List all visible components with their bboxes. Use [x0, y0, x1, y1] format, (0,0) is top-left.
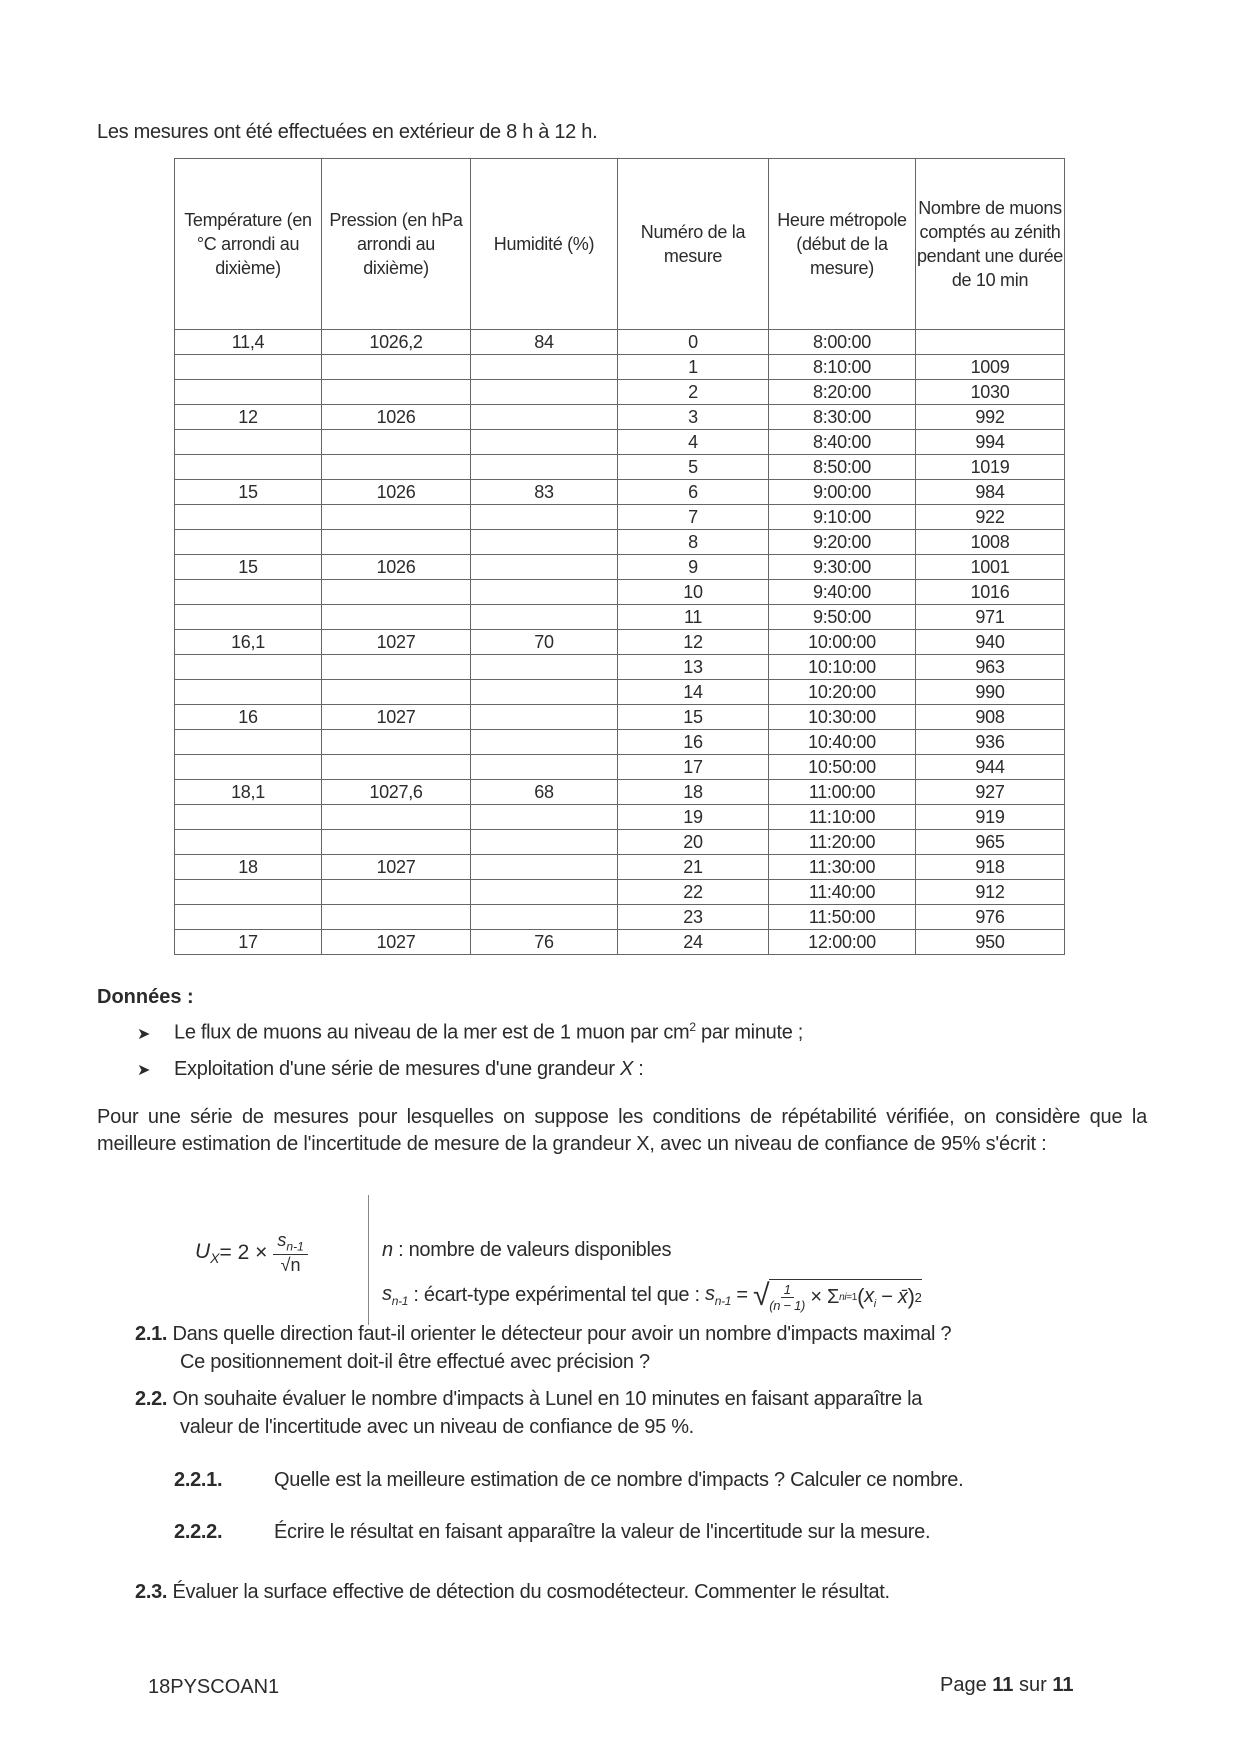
table-cell: [322, 655, 471, 680]
table-cell: [322, 605, 471, 630]
header-measure-number: Numéro de la mesure: [618, 159, 769, 330]
table-cell: [471, 580, 618, 605]
table-cell: 20: [618, 830, 769, 855]
table-cell: 13: [618, 655, 769, 680]
table-cell: [471, 455, 618, 480]
table-cell: 1008: [916, 530, 1065, 555]
table-cell: [175, 605, 322, 630]
table-row: [175, 680, 1065, 705]
table-cell: 12: [175, 405, 322, 430]
table-cell: 15: [175, 555, 322, 580]
table-cell: 11:00:00: [769, 780, 916, 805]
table-cell: [471, 555, 618, 580]
table-cell: 8:20:00: [769, 380, 916, 405]
table-cell: [175, 755, 322, 780]
header-time: Heure métropole (début de la mesure): [769, 159, 916, 330]
table-row: [175, 480, 1065, 505]
table-cell: [471, 730, 618, 755]
table-cell: 1027: [322, 855, 471, 880]
table-cell: 1026: [322, 405, 471, 430]
table-cell: 11:40:00: [769, 880, 916, 905]
table-cell: 994: [916, 430, 1065, 455]
table-cell: [471, 380, 618, 405]
arrow-bullet-icon: ➤: [137, 1062, 151, 1079]
header-pressure: Pression (en hPa arrondi au dixième): [322, 159, 471, 330]
table-cell: 1001: [916, 555, 1065, 580]
table-row: [175, 505, 1065, 530]
table-cell: 11:20:00: [769, 830, 916, 855]
table-cell: 1019: [916, 455, 1065, 480]
arrow-bullet-icon: ➤: [137, 1025, 151, 1043]
table-cell: 1026,2: [322, 330, 471, 355]
measurements-table: [174, 158, 1065, 955]
table-cell: 922: [916, 505, 1065, 530]
table-cell: 11:30:00: [769, 855, 916, 880]
table-cell: 4: [618, 430, 769, 455]
bullet-text: Le flux de muons au niveau de la mer est de 1 muon par $cm^2$ par minute ;: [174, 1020, 804, 1044]
table-cell: 17: [175, 930, 322, 955]
table-cell: 971: [916, 605, 1065, 630]
table-cell: [175, 505, 322, 530]
table-cell: [322, 580, 471, 605]
table-cell: 16: [618, 730, 769, 755]
table-cell: [175, 355, 322, 380]
table-cell: [322, 905, 471, 930]
table-cell: [471, 855, 618, 880]
table-cell: [471, 655, 618, 680]
table-row: [175, 755, 1065, 780]
table-cell: 1027: [322, 630, 471, 655]
table-cell: 940: [916, 630, 1065, 655]
question-2-2-2: 2.2.2. Écrire le résultat en faisant apparaître la valeur de l'incertitude sur la mesure.: [174, 1521, 931, 1543]
donnees-heading: Données :: [97, 986, 194, 1008]
table-cell: 68: [471, 780, 618, 805]
table-cell: 990: [916, 680, 1065, 705]
table-cell: 1016: [916, 580, 1065, 605]
table-cell: 918: [916, 855, 1065, 880]
table-cell: [175, 430, 322, 455]
table-cell: 0: [618, 330, 769, 355]
table-cell: [322, 355, 471, 380]
table-row: [175, 330, 1065, 355]
table-cell: 1027: [322, 705, 471, 730]
uncertainty-paragraph: Pour une série de mesures pour lesquelles on suppose les conditions de répétabilité vérifiée, on considère que la meilleure estimation de l'incertitude de mesure de la grandeur X, avec un niveau de confiance de 95% s'écrit :: [97, 1106, 1147, 1155]
table-cell: [471, 905, 618, 930]
formula-divider: [368, 1195, 369, 1325]
table-cell: 76: [471, 930, 618, 955]
table-cell: 83: [471, 480, 618, 505]
table-cell: 919: [916, 805, 1065, 830]
table-cell: 18,1: [175, 780, 322, 805]
table-cell: 16,1: [175, 630, 322, 655]
table-cell: 22: [618, 880, 769, 905]
table-cell: 9:10:00: [769, 505, 916, 530]
table-cell: 10:30:00: [769, 705, 916, 730]
table-cell: 18: [618, 780, 769, 805]
table-cell: 10:50:00: [769, 755, 916, 780]
table-cell: [471, 505, 618, 530]
table-cell: 11:50:00: [769, 905, 916, 930]
table-cell: [175, 380, 322, 405]
table-cell: [175, 580, 322, 605]
table-cell: 6: [618, 480, 769, 505]
table-cell: 965: [916, 830, 1065, 855]
uncertainty-formula: $U_X$ = 2 × $\frac{s_{n-1}}{√n}$: [195, 1230, 308, 1276]
table-cell: 24: [618, 930, 769, 955]
table-row: [175, 580, 1065, 605]
table-row: [175, 405, 1065, 430]
table-cell: [322, 680, 471, 705]
question-2-3: 2.3. Évaluer la surface effective de détection du cosmodétecteur. Commenter le résultat.: [135, 1581, 890, 1603]
table-row: [175, 805, 1065, 830]
table-cell: 23: [618, 905, 769, 930]
question-2-2-1: 2.2.1. Quelle est la meilleure estimation de ce nombre d'impacts ? Calculer ce nombre.: [174, 1469, 964, 1491]
donnees-list: [137, 1020, 803, 1096]
table-cell: 9:50:00: [769, 605, 916, 630]
table-row: [175, 455, 1065, 480]
table-cell: 70: [471, 630, 618, 655]
table-cell: 1026: [322, 555, 471, 580]
table-cell: 908: [916, 705, 1065, 730]
table-cell: [471, 705, 618, 730]
page-number: Page 11 sur 11: [940, 1674, 1074, 1696]
table-cell: [471, 880, 618, 905]
table-row: [175, 730, 1065, 755]
table-cell: 15: [175, 480, 322, 505]
table-row: [175, 630, 1065, 655]
table-cell: [175, 455, 322, 480]
header-muon-count: Nombre de muons comptés au zénith pendant une durée de 10 min: [916, 159, 1065, 330]
table-cell: 1: [618, 355, 769, 380]
table-cell: 1027: [322, 930, 471, 955]
table-cell: 5: [618, 455, 769, 480]
intro-text: Les mesures ont été effectuées en extérieur de 8 h à 12 h.: [97, 121, 598, 143]
table-cell: 10:00:00: [769, 630, 916, 655]
table-cell: [175, 830, 322, 855]
table-cell: 8:10:00: [769, 355, 916, 380]
table-row: [175, 705, 1065, 730]
document-code: 18PYSCOAN1: [148, 1676, 280, 1698]
table-cell: [175, 805, 322, 830]
table-cell: 927: [916, 780, 1065, 805]
table-cell: 12: [618, 630, 769, 655]
fraction: $\frac{s_{n-1}}{√n}$: [273, 1230, 307, 1276]
table-cell: 11,4: [175, 330, 322, 355]
table-cell: 12:00:00: [769, 930, 916, 955]
table-cell: [322, 880, 471, 905]
bullet-text: Exploitation d'une série de mesures d'une grandeur X :: [174, 1058, 644, 1080]
table-cell: 1027,6: [322, 780, 471, 805]
table-cell: [175, 730, 322, 755]
table-cell: [471, 605, 618, 630]
table-cell: 18: [175, 855, 322, 880]
table-cell: 976: [916, 905, 1065, 930]
list-item: [137, 1058, 803, 1096]
table-cell: 9: [618, 555, 769, 580]
table-cell: [471, 530, 618, 555]
table-cell: [322, 505, 471, 530]
table-cell: [322, 805, 471, 830]
table-cell: 8:50:00: [769, 455, 916, 480]
table-cell: [175, 655, 322, 680]
definition-s: $s_{n-1}$ : écart-type expérimental tel que : $s_{n-1}$ = √ 1 (n − 1) × Σ n i=1 ( $x_i$ − x̄ ) 2: [382, 1278, 922, 1313]
table-cell: [322, 530, 471, 555]
table-row: [175, 855, 1065, 880]
table-row: [175, 530, 1065, 555]
table-cell: [175, 905, 322, 930]
table-cell: [471, 405, 618, 430]
header-humidity: Humidité (%): [471, 159, 618, 330]
std-dev-formula: √ 1 (n − 1) × Σ n i=1 ( $x_i$ − x̄ ) 2: [753, 1278, 922, 1313]
table-cell: 9:30:00: [769, 555, 916, 580]
table-cell: 944: [916, 755, 1065, 780]
table-cell: 10:20:00: [769, 680, 916, 705]
table-row: [175, 780, 1065, 805]
table-row: [175, 655, 1065, 680]
table-row: [175, 830, 1065, 855]
table-cell: 16: [175, 705, 322, 730]
table-cell: [175, 530, 322, 555]
table-cell: 9:20:00: [769, 530, 916, 555]
definition-n: n : nombre de valeurs disponibles: [382, 1239, 672, 1261]
table-row: [175, 605, 1065, 630]
table-cell: 1030: [916, 380, 1065, 405]
list-item: [137, 1020, 803, 1058]
table-cell: 912: [916, 880, 1065, 905]
table-cell: 2: [618, 380, 769, 405]
table-cell: 15: [618, 705, 769, 730]
table-row: [175, 355, 1065, 380]
table-cell: 84: [471, 330, 618, 355]
table-cell: 8:40:00: [769, 430, 916, 455]
table-cell: 7: [618, 505, 769, 530]
table-cell: [916, 330, 1065, 355]
table-body: [175, 330, 1065, 955]
question-2-1: 2.1. Dans quelle direction faut-il orienter le détecteur pour avoir un nombre d'impacts maximal ? Ce positionnement doit-il être effectué avec précision ?: [135, 1323, 952, 1373]
table-cell: 992: [916, 405, 1065, 430]
table-cell: 9:40:00: [769, 580, 916, 605]
table-row: [175, 430, 1065, 455]
table-cell: 17: [618, 755, 769, 780]
table-cell: [322, 380, 471, 405]
table-cell: 9:00:00: [769, 480, 916, 505]
table-cell: 1026: [322, 480, 471, 505]
table-row: [175, 930, 1065, 955]
table-cell: 963: [916, 655, 1065, 680]
table-cell: [471, 680, 618, 705]
header-temperature: Température (en °C arrondi au dixième): [175, 159, 322, 330]
table-cell: [471, 830, 618, 855]
table-cell: 8:30:00: [769, 405, 916, 430]
table-cell: 10:10:00: [769, 655, 916, 680]
table-cell: 3: [618, 405, 769, 430]
table-row: [175, 380, 1065, 405]
table-row: [175, 555, 1065, 580]
table-cell: [175, 880, 322, 905]
table-cell: [322, 730, 471, 755]
table-cell: [471, 355, 618, 380]
table-cell: [471, 755, 618, 780]
table-cell: 10: [618, 580, 769, 605]
table-cell: [322, 830, 471, 855]
table-cell: [175, 680, 322, 705]
table-cell: 11:10:00: [769, 805, 916, 830]
table-cell: 8: [618, 530, 769, 555]
table-row: [175, 880, 1065, 905]
table-cell: 14: [618, 680, 769, 705]
table-cell: 936: [916, 730, 1065, 755]
table-cell: 950: [916, 930, 1065, 955]
table-row: [175, 905, 1065, 930]
table-cell: [322, 755, 471, 780]
table-cell: 11: [618, 605, 769, 630]
table-cell: 21: [618, 855, 769, 880]
formula-definitions: [382, 1228, 922, 1318]
question-2-2: 2.2. On souhaite évaluer le nombre d'impacts à Lunel en 10 minutes en faisant apparaître la valeur de l'incertitude avec un niveau de confiance de 95 %.: [135, 1388, 923, 1438]
table-cell: 984: [916, 480, 1065, 505]
table-cell: [471, 805, 618, 830]
table-cell: 1009: [916, 355, 1065, 380]
table-cell: [471, 430, 618, 455]
table-header-row: [175, 159, 1065, 330]
table-cell: 19: [618, 805, 769, 830]
table-cell: [322, 455, 471, 480]
table-cell: [322, 430, 471, 455]
table-cell: 10:40:00: [769, 730, 916, 755]
table-cell: 8:00:00: [769, 330, 916, 355]
